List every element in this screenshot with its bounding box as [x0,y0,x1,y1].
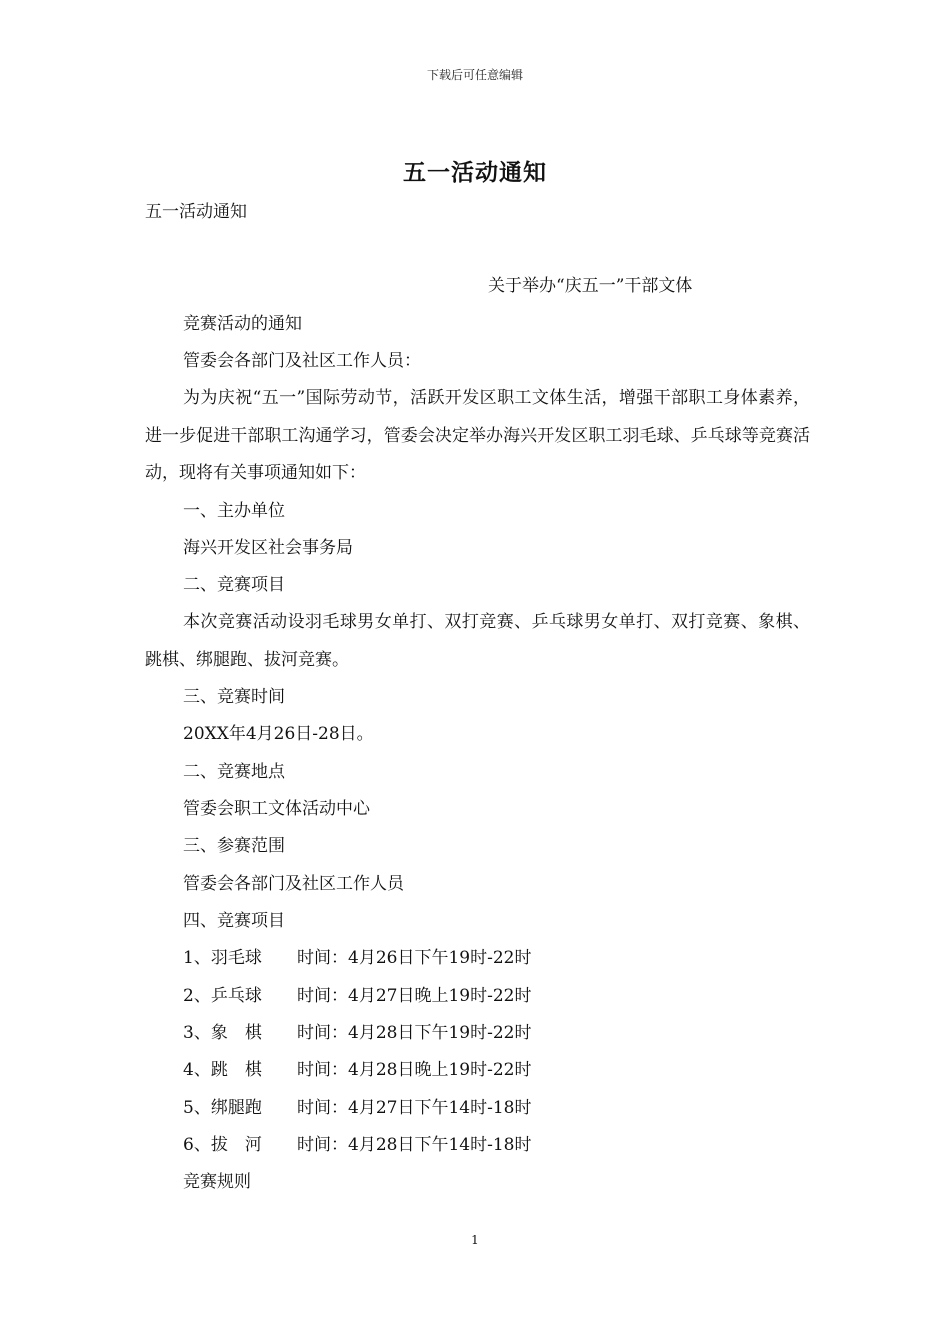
schedule-time: 时间：4月26日下午19时-22时 [297,948,532,968]
notice-title-line1: 关于举办“庆五一”干部文体 [488,276,693,296]
events-paragraph: 本次竞赛活动设羽毛球男女单打、双打竞赛、乒乓球男女单打、双打竞赛、象棋、跳棋、绑腿跑、拔河竞赛。 [145,612,810,670]
organizer-heading: 一、主办单位 [183,501,285,521]
schedule-item: 6、拔 河 [183,1135,262,1155]
schedule-row [183,985,531,1007]
salutation: 管委会各部门及社区工作人员： [183,351,421,371]
schedule-item: 3、象 棋 [183,1023,262,1043]
schedule-heading: 四、竞赛项目 [183,911,285,931]
events-heading: 二、竞赛项目 [183,575,285,595]
place-heading: 二、竞赛地点 [183,762,285,782]
schedule-time: 时间：4月28日晚上19时-22时 [297,1060,532,1080]
schedule-item: 5、绑腿跑 [183,1098,262,1118]
schedule-item: 2、乒乓球 [183,986,262,1006]
time-heading: 三、竞赛时间 [183,687,285,707]
schedule-row [183,1059,531,1081]
time-text: 20XX年4月26日-28日。 [183,724,374,744]
intro-paragraph: 为为庆祝“五一”国际劳动节，活跃开发区职工文体生活，增强干部职工身体素养，进一步促进干部职工沟通学习，管委会决定举办海兴开发区职工羽毛球、乒乓球等竞赛活动，现将有关事项通知如下： [145,388,810,483]
notice-title-line2: 竞赛活动的通知 [183,314,302,334]
document-subtitle: 五一活动通知 [145,202,247,222]
place-text: 管委会职工文体活动中心 [183,799,370,819]
schedule-time: 时间：4月27日下午14时-18时 [297,1098,532,1118]
schedule-item: 1、羽毛球 [183,948,262,968]
schedule-row [183,1097,531,1119]
scope-heading: 三、参赛范围 [183,836,285,856]
schedule-row [183,947,531,969]
page-number: 1 [471,1233,479,1247]
header-note: 下载后可任意编辑 [426,68,523,82]
schedule-time: 时间：4月28日下午14时-18时 [297,1135,532,1155]
schedule-row [183,1134,531,1156]
organizer-text: 海兴开发区社会事务局 [183,538,353,558]
schedule-item: 4、跳 棋 [183,1060,262,1080]
rules-heading: 竞赛规则 [183,1172,251,1192]
schedule-row [183,1022,531,1044]
document-title: 五一活动通知 [403,159,547,186]
schedule-time: 时间：4月27日晚上19时-22时 [297,986,532,1006]
scope-text: 管委会各部门及社区工作人员 [183,874,404,894]
schedule-time: 时间：4月28日下午19时-22时 [297,1023,532,1043]
